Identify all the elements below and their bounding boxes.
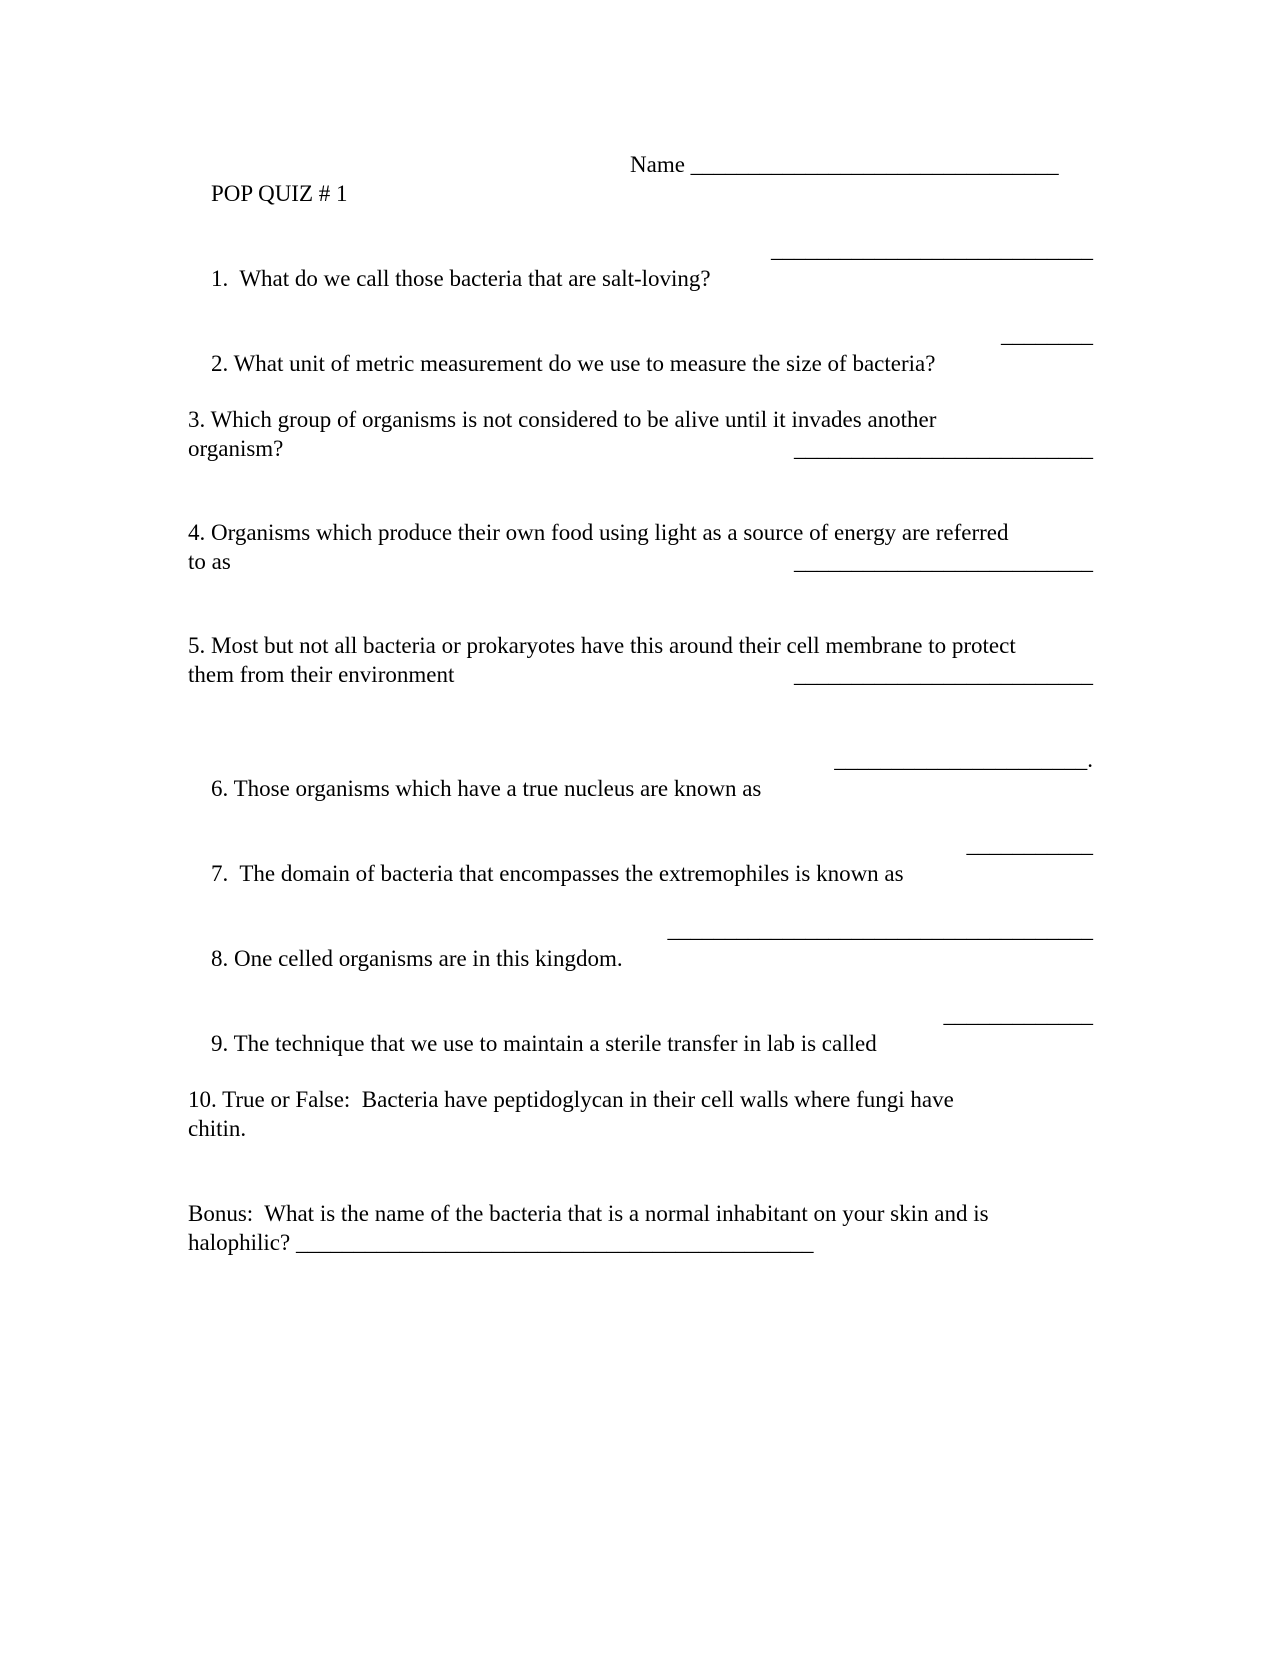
question-5	[188, 631, 1093, 689]
question-4	[188, 518, 1093, 576]
bonus-text: Bonus: What is the name of the bacteria that is a normal inhabitant on your skin and is	[188, 1201, 989, 1226]
bonus-text-cont: halophilic?	[188, 1230, 291, 1255]
name-blank[interactable]: ________________________________	[690, 152, 1059, 177]
answer-blank[interactable]: _____________	[943, 1002, 1093, 1027]
bonus-question	[188, 1199, 1093, 1257]
question-text: 1. What do we call those bacteria that are salt-loving?	[211, 266, 711, 291]
question-text: 8. One celled organisms are in this kingdom.	[211, 946, 623, 971]
answer-blank[interactable]: ________	[1001, 322, 1093, 347]
question-10	[188, 1085, 1093, 1143]
answer-blank[interactable]: _____________________________________________	[295, 1230, 814, 1255]
name-label: Name	[630, 152, 685, 177]
question-text-cont: chitin.	[188, 1116, 247, 1141]
question-text-cont: to as	[188, 549, 231, 574]
question-text: 4. Organisms which produce their own food using light as a source of energy are referred	[188, 520, 1009, 545]
answer-blank[interactable]: __________________________	[794, 436, 1093, 461]
answer-blank[interactable]: __________________________	[794, 549, 1093, 574]
quiz-title: POP QUIZ # 1	[211, 181, 348, 206]
question-3	[188, 405, 1093, 463]
question-text: 2. What unit of metric measurement do we use to measure the size of bacteria?	[211, 351, 936, 376]
answer-blank[interactable]: __________________________	[794, 662, 1093, 687]
question-text: 6. Those organisms which have a true nucleus are known as	[211, 776, 762, 801]
answer-blank[interactable]: ______________________.	[834, 747, 1093, 772]
answer-blank[interactable]: ____________________________	[771, 237, 1093, 262]
answer-blank[interactable]: _____________________________________	[667, 917, 1093, 942]
question-text: 7. The domain of bacteria that encompasses the extremophiles is known as	[211, 861, 904, 886]
question-text: 9. The technique that we use to maintain a sterile transfer in lab is called	[211, 1031, 877, 1056]
question-text: 10. True or False: Bacteria have peptidoglycan in their cell walls where fungi have	[188, 1087, 954, 1112]
name-field[interactable]	[630, 150, 1059, 179]
question-text-cont: organism?	[188, 436, 284, 461]
answer-blank[interactable]: ___________	[966, 832, 1093, 857]
question-text: 3. Which group of organisms is not considered to be alive until it invades another	[188, 407, 937, 432]
question-text-cont: them from their environment	[188, 662, 455, 687]
question-text: 5. Most but not all bacteria or prokaryotes have this around their cell membrane to protect	[188, 633, 1016, 658]
